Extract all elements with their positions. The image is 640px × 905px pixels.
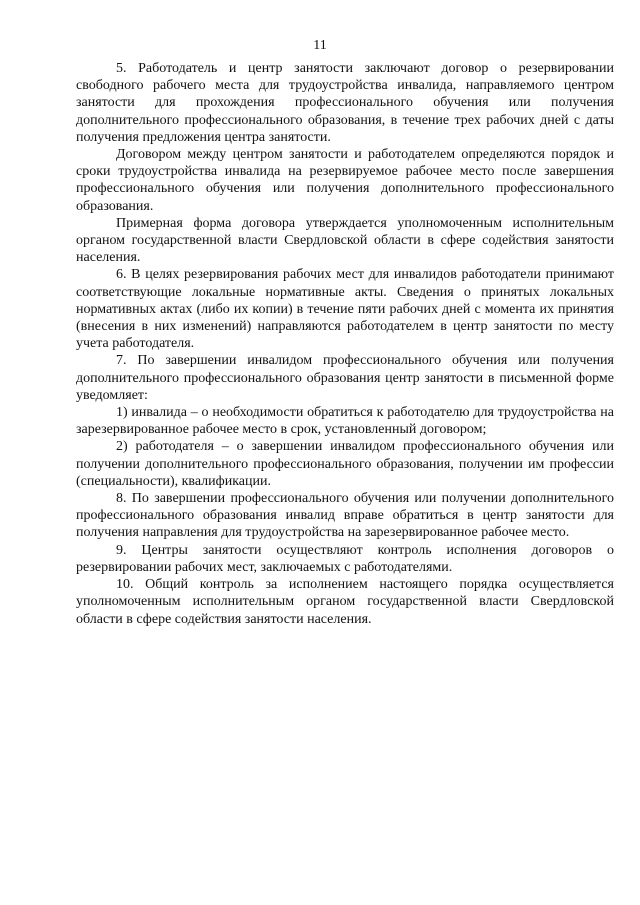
paragraph-6: 6. В целях резервирования рабочих мест для инвалидов работодатели принимают соответствующие локальные нормативные акты. Сведения о принятых локальных нормативных актах (либо их копии) в течение пяти рабочих дней с момента их принятия (внесения в них изменений) направляются работодателем в центр занятости по месту учета работодателя. — [76, 267, 614, 352]
paragraph-7-item-2: 2) работодателя – о завершении инвалидом профессионального обучения или получении дополнительного профессионального образования, получении им профессии (специальности), квалификации. — [76, 439, 614, 489]
paragraph-8: 8. По завершении профессионального обучения или получении дополнительного профессионального образования инвалид вправе обратиться в центр занятости для получения направления для трудоустройства на зарезервированное рабочее место. — [76, 491, 614, 541]
paragraph-contract-form: Примерная форма договора утверждается уполномоченным исполнительным органом государственной власти Свердловской области в сфере содействия занятости населения. — [76, 215, 614, 266]
paragraph-5: 5. Работодатель и центр занятости заключают договор о резервировании свободного рабочего места для трудоустройства инвалида, направляемого центром занятости для прохождения профессионального обучения или получения дополнительного профессионального образования, в течение трех рабочих дней с даты получения предложения центра занятости. — [76, 61, 614, 145]
paragraph-9: 9. Центры занятости осуществляют контроль исполнения договоров о резервировании рабочих мест, заключаемых с работодателями. — [76, 542, 614, 575]
paragraph-7-item-1: 1) инвалида – о необходимости обратиться к работодателю для трудоустройства на зарезервированное рабочее место в срок, установленный договором; — [76, 405, 614, 438]
paragraph-7: 7. По завершении инвалидом профессионального обучения или получения дополнительного профессионального образования центр занятости в письменной форме уведомляет: — [76, 353, 614, 403]
page-number: 11 — [313, 38, 327, 53]
paragraph-10: 10. Общий контроль за исполнением настоящего порядка осуществляется уполномоченным исполнительным органом государственной власти Свердловской области в сфере содействия занятости населения. — [76, 577, 614, 627]
document-body — [76, 60, 614, 628]
paragraph-contract-terms: Договором между центром занятости и работодателем определяются порядок и сроки трудоустройства инвалида на резервируемое рабочее место после завершения профессионального обучения или получения дополнительного профессионального образования. — [76, 147, 614, 214]
